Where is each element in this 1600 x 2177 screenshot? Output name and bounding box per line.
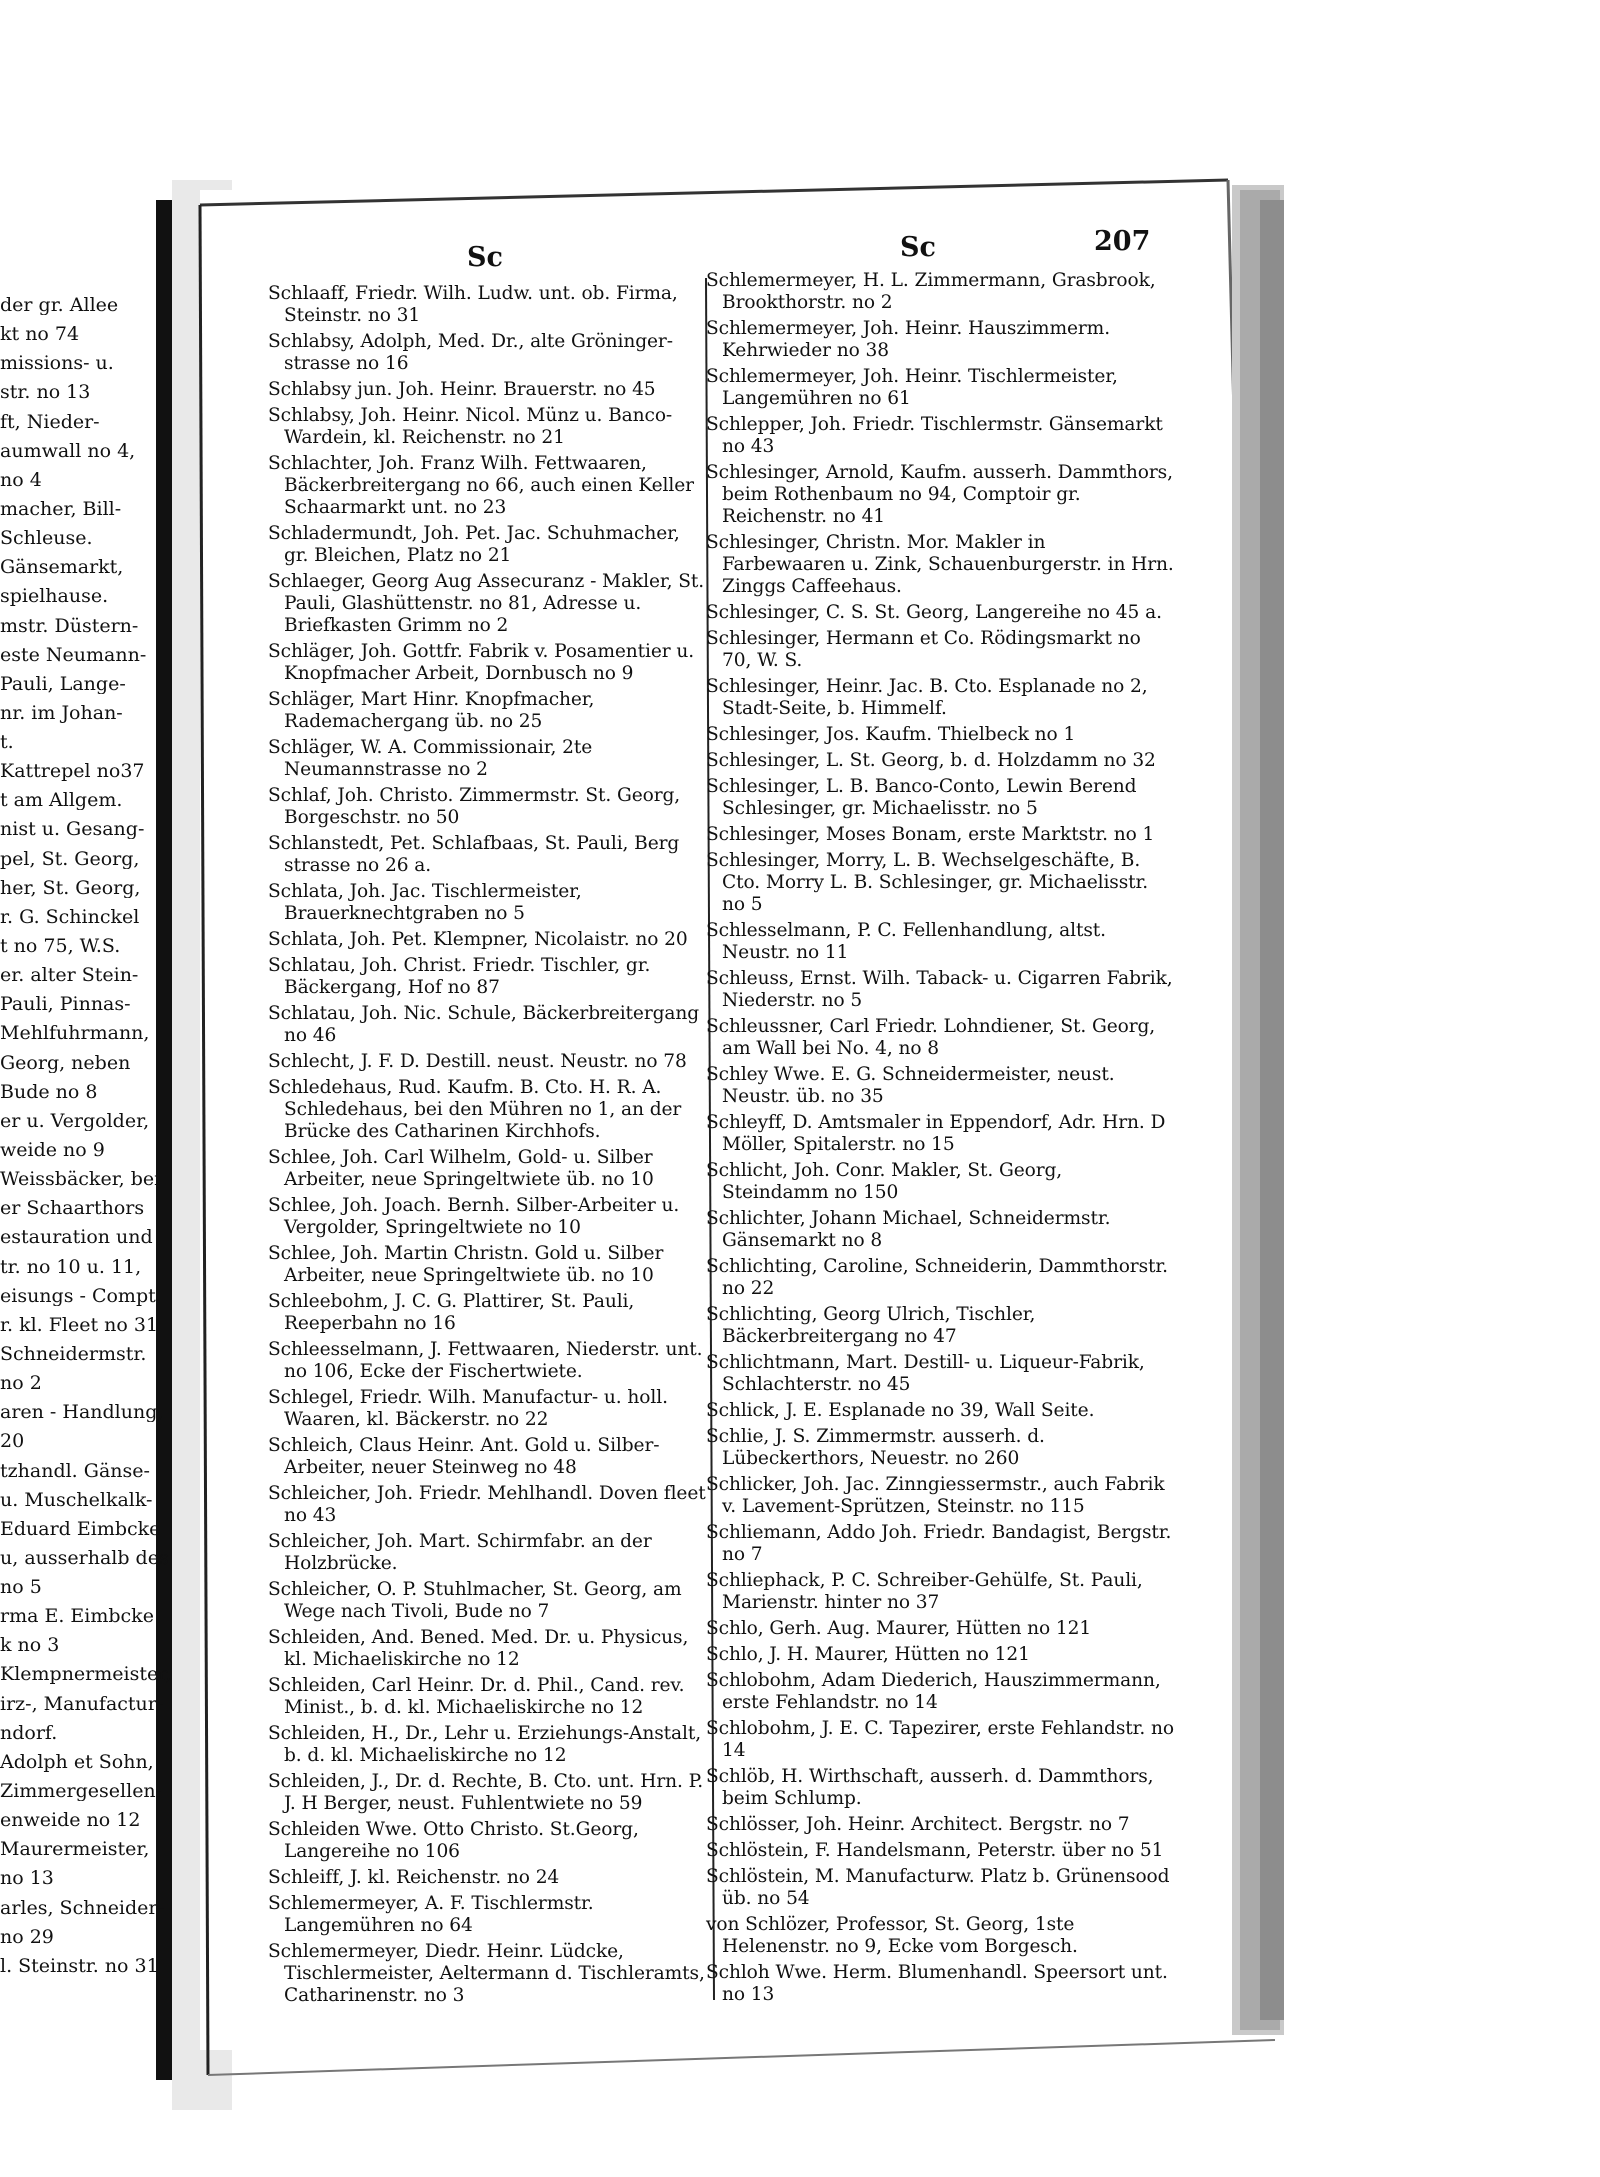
left-fragment-line: Mehlfuhrmann, bbox=[0, 1023, 150, 1044]
left-fragment-line: tr. no 10 u. 11, bbox=[0, 1256, 142, 1277]
left-fragment-line: Bude no 8 bbox=[0, 1081, 98, 1102]
directory-entry: Schlaeger, Georg Aug Assecuranz - Makler, St. Pauli, Glashüttenstr. no 81, Adresse u. Briefkasten Grimm no 2 bbox=[268, 571, 705, 636]
left-fragment-line: este Neumann- bbox=[0, 644, 147, 665]
directory-entry: Schlicker, Joh. Jac. Zinngiessermstr., auch Fabrik v. Lavement-Sprützen, Steinstr. no 115 bbox=[706, 1474, 1165, 1517]
left-fragment-line: kt no 74 bbox=[0, 324, 80, 345]
directory-entry: Schlepper, Joh. Friedr. Tischlermstr. Gänsemarkt no 43 bbox=[706, 414, 1163, 457]
directory-entry: Schlesinger, Hermann et Co. Rödingsmarkt no 70, W. S. bbox=[706, 628, 1141, 671]
directory-entry: Schlesselmann, P. C. Fellenhandlung, altst. Neustr. no 11 bbox=[706, 920, 1106, 963]
directory-entry: Schlesinger, Morry, L. B. Wechselgeschäfte, B. Cto. Morry L. B. Schlesinger, gr. Michaelisstr. no 5 bbox=[706, 850, 1149, 915]
left-fragment-line: Adolph et Sohn, bbox=[0, 1751, 154, 1772]
directory-entry: Schleicher, Joh. Mart. Schirmfabr. an der Holzbrücke. bbox=[268, 1531, 652, 1574]
directory-entry: Schleiden, J., Dr. d. Rechte, B. Cto. unt. Hrn. P. J. H Berger, neust. Fuhlentwiete no 59 bbox=[268, 1771, 704, 1814]
left-fragment-line: Georg, neben bbox=[0, 1052, 131, 1073]
left-fragment-line: er u. Vergolder, bbox=[0, 1110, 150, 1131]
directory-entry: Schleiden, H., Dr., Lehr u. Erziehungs-Anstalt, b. d. kl. Michaeliskirche no 12 bbox=[268, 1723, 702, 1766]
directory-entry: Schlaaff, Friedr. Wilh. Ludw. unt. ob. Firma, Steinstr. no 31 bbox=[268, 283, 678, 326]
directory-entry: Schläger, W. A. Commissionair, 2te Neumannstrasse no 2 bbox=[268, 737, 593, 780]
directory-entry: Schläger, Mart Hinr. Knopfmacher, Rademachergang üb. no 25 bbox=[268, 689, 595, 732]
directory-entry: Schlata, Joh. Pet. Klempner, Nicolaistr. no 20 bbox=[268, 929, 688, 950]
directory-entry: Schlesinger, Heinr. Jac. B. Cto. Esplanade no 2, Stadt-Seite, b. Himmelf. bbox=[706, 676, 1148, 719]
directory-entry: Schlo, Gerh. Aug. Maurer, Hütten no 121 bbox=[706, 1618, 1092, 1639]
directory-entry: Schleiden, And. Bened. Med. Dr. u. Physicus, kl. Michaeliskirche no 12 bbox=[268, 1627, 689, 1670]
directory-entry: Schlesinger, L. St. Georg, b. d. Holzdamm no 32 bbox=[706, 750, 1156, 771]
directory-entry: Schleussner, Carl Friedr. Lohndiener, St. Georg, am Wall bei No. 4, no 8 bbox=[706, 1016, 1156, 1059]
left-fragment-line: Weissbäcker, bei bbox=[0, 1169, 161, 1190]
directory-entry: Schlick, J. E. Esplanade no 39, Wall Seite. bbox=[706, 1400, 1095, 1421]
directory-entry: Schledehaus, Rud. Kaufm. B. Cto. H. R. A. Schledehaus, bei den Mühren no 1, an der Brücke des Catharinen Kirchhofs. bbox=[268, 1077, 682, 1142]
directory-entry: Schlemermeyer, Joh. Heinr. Hauszimmerm. Kehrwieder no 38 bbox=[706, 318, 1111, 361]
left-fragment-line: aumwall no 4, bbox=[0, 440, 136, 461]
directory-entry: Schlie, J. S. Zimmermstr. ausserh. d. Lübeckerthors, Neuestr. no 260 bbox=[706, 1426, 1045, 1469]
directory-column-2 bbox=[706, 270, 1174, 2010]
directory-entry: Schleich, Claus Heinr. Ant. Gold u. Silber-Arbeiter, neuer Steinweg no 48 bbox=[268, 1435, 660, 1478]
directory-entry: Schlösser, Joh. Heinr. Architect. Bergstr. no 7 bbox=[706, 1814, 1130, 1835]
header-right: Sc bbox=[900, 232, 936, 263]
left-fragment-line: r. G. Schinckel bbox=[0, 906, 140, 927]
directory-entry: Schloh Wwe. Herm. Blumenhandl. Speersort unt. no 13 bbox=[706, 1962, 1168, 2005]
left-fragment-line: er. alter Stein- bbox=[0, 965, 139, 986]
directory-entry: Schleiff, J. kl. Reichenstr. no 24 bbox=[268, 1867, 560, 1888]
left-fragment-line: no 4 bbox=[0, 469, 42, 490]
left-fragment-line: ndorf. bbox=[0, 1722, 58, 1743]
left-fragment-line: t am Allgem. bbox=[0, 790, 123, 811]
left-fragment-line: no 5 bbox=[0, 1577, 42, 1598]
directory-entry: Schlemermeyer, Diedr. Heinr. Lüdcke, Tischlermeister, Aeltermann d. Tischleramts, Catharinenstr. no 3 bbox=[268, 1941, 705, 2006]
left-fragment-line: 20 bbox=[0, 1431, 25, 1452]
directory-entry: Schlanstedt, Pet. Schlafbaas, St. Pauli, Berg strasse no 26 a. bbox=[268, 833, 680, 876]
directory-entry: Schlatau, Joh. Nic. Schule, Bäckerbreitergang no 46 bbox=[268, 1003, 700, 1046]
directory-entry: Schlöstein, M. Manufacturw. Platz b. Grünensood üb. no 54 bbox=[706, 1866, 1170, 1909]
left-fragment-line: enweide no 12 bbox=[0, 1810, 141, 1831]
directory-entry: Schlee, Joh. Martin Christn. Gold u. Silber Arbeiter, neue Springeltwiete üb. no 10 bbox=[268, 1243, 664, 1286]
directory-entry: Schliemann, Addo Joh. Friedr. Bandagist, Bergstr. no 7 bbox=[706, 1522, 1172, 1565]
directory-entry: Schlaf, Joh. Christo. Zimmermstr. St. Georg, Borgeschstr. no 50 bbox=[268, 785, 681, 828]
directory-entry: Schlesinger, Arnold, Kaufm. ausserh. Dammthors, beim Rothenbaum no 94, Comptoir gr. Reichenstr. no 41 bbox=[706, 462, 1173, 527]
left-fragment-line: t no 75, W.S. bbox=[0, 936, 121, 957]
directory-entry: Schlemermeyer, A. F. Tischlermstr. Langemühren no 64 bbox=[268, 1893, 594, 1936]
left-fragment-line: no 29 bbox=[0, 1926, 54, 1947]
left-fragment-line: weide no 9 bbox=[0, 1140, 105, 1160]
directory-entry: Schleiden Wwe. Otto Christo. St.Georg, Langereihe no 106 bbox=[268, 1819, 639, 1862]
directory-column-1 bbox=[268, 283, 706, 2011]
left-fragment-line: Eduard Eimbcke bbox=[0, 1518, 161, 1539]
left-fragment-line: estauration und bbox=[0, 1227, 153, 1248]
directory-entry: Schlegel, Friedr. Wilh. Manufactur- u. holl. Waaren, kl. Bäckerstr. no 22 bbox=[268, 1387, 668, 1430]
left-fragment-line: nist u. Gesang- bbox=[0, 819, 145, 840]
left-fragment-line: no 13 bbox=[0, 1868, 54, 1889]
directory-entry: Schlabsy jun. Joh. Heinr. Brauerstr. no 45 bbox=[268, 379, 656, 400]
directory-entry: Schlabsy, Joh. Heinr. Nicol. Münz u. Banco-Wardein, kl. Reichenstr. no 21 bbox=[268, 405, 673, 448]
directory-entry: Schlemermeyer, Joh. Heinr. Tischlermeister, Langemühren no 61 bbox=[706, 366, 1118, 409]
directory-entry: Schlee, Joh. Joach. Bernh. Silber-Arbeiter u. Vergolder, Springeltwiete no 10 bbox=[268, 1195, 680, 1238]
left-fragment-line: missions- u. bbox=[0, 353, 114, 374]
directory-entry: Schlee, Joh. Carl Wilhelm, Gold- u. Silber Arbeiter, neue Springeltwiete üb. no 10 bbox=[268, 1147, 654, 1190]
directory-entry: Schlobohm, J. E. C. Tapezirer, erste Fehlandstr. no 14 bbox=[706, 1718, 1174, 1761]
left-fragment-line: er Schaarthors bbox=[0, 1198, 145, 1219]
left-fragment-line: Gänsemarkt, bbox=[0, 557, 124, 578]
left-fragment-line: rma E. Eimbcke bbox=[0, 1606, 154, 1627]
left-fragment-line: irz-, Manufactur- bbox=[0, 1693, 164, 1714]
left-fragment-line: l. Steinstr. no 31 bbox=[0, 1955, 159, 1976]
directory-entry: Schlemermeyer, H. L. Zimmermann, Grasbrook, Brookthorstr. no 2 bbox=[706, 270, 1156, 313]
directory-entry: Schladermundt, Joh. Pet. Jac. Schuhmacher, gr. Bleichen, Platz no 21 bbox=[268, 523, 680, 566]
left-fragment-line: her, St. Georg, bbox=[0, 877, 141, 898]
left-fragment-line: Klempnermeister, bbox=[0, 1664, 172, 1685]
left-fragment-line: Pauli, Pinnas- bbox=[0, 994, 131, 1015]
directory-entry: Schlichting, Caroline, Schneiderin, Dammthorstr. no 22 bbox=[706, 1256, 1168, 1299]
directory-entry: Schley Wwe. E. G. Schneidermeister, neust. Neustr. üb. no 35 bbox=[706, 1064, 1115, 1107]
left-fragment-line: Kattrepel no37 bbox=[0, 761, 145, 782]
directory-entry: Schleiden, Carl Heinr. Dr. d. Phil., Cand. rev. Minist., b. d. kl. Michaeliskirche no 12 bbox=[268, 1675, 685, 1718]
left-fragment-line: Pauli, Lange- bbox=[0, 673, 126, 694]
directory-entry: von Schlözer, Professor, St. Georg, 1ste Helenenstr. no 9, Ecke vom Borgesch. bbox=[706, 1914, 1078, 1957]
left-fragment-line: u. Muschelkalk- bbox=[0, 1489, 153, 1510]
directory-entry: Schlatau, Joh. Christ. Friedr. Tischler, gr. Bäckergang, Hof no 87 bbox=[268, 955, 651, 998]
directory-entry: Schlöstein, F. Handelsmann, Peterstr. über no 51 bbox=[706, 1840, 1164, 1861]
directory-entry: Schlesinger, Christn. Mor. Makler in Farbewaaren u. Zink, Schauenburgerstr. in Hrn. Zinggs Caffeehaus. bbox=[706, 532, 1174, 597]
directory-entry: Schlachter, Joh. Franz Wilh. Fettwaaren, Bäckerbreitergang no 66, auch einen Keller Schaarmarkt unt. no 23 bbox=[268, 453, 694, 518]
left-fragment-line: der gr. Allee bbox=[0, 295, 119, 315]
left-fragment-line: Maurermeister, bbox=[0, 1839, 150, 1860]
left-fragment-line: eisungs - Compt. bbox=[0, 1285, 162, 1306]
directory-entry: Schlicht, Joh. Conr. Makler, St. Georg, Steindamm no 150 bbox=[706, 1160, 1063, 1203]
left-fragment-line: r. kl. Fleet no 31 bbox=[0, 1314, 159, 1335]
left-fragment-line: nr. im Johan- bbox=[0, 702, 123, 723]
left-fragment-line: t. bbox=[0, 732, 14, 753]
left-fragment-line: pel, St. Georg, bbox=[0, 848, 140, 869]
directory-entry: Schlichter, Johann Michael, Schneidermstr. Gänsemarkt no 8 bbox=[706, 1208, 1111, 1251]
directory-entry: Schlesinger, Moses Bonam, erste Marktstr. no 1 bbox=[706, 824, 1155, 845]
directory-entry: Schlichting, Georg Ulrich, Tischler, Bäckerbreitergang no 47 bbox=[706, 1304, 1036, 1347]
left-page-fragment bbox=[0, 295, 172, 1985]
directory-entry: Schlöb, H. Wirthschaft, ausserh. d. Dammthors, beim Schlump. bbox=[706, 1766, 1154, 1809]
directory-entry: Schlesinger, C. S. St. Georg, Langereihe no 45 a. bbox=[706, 602, 1162, 623]
directory-entry: Schlo, J. H. Maurer, Hütten no 121 bbox=[706, 1644, 1030, 1665]
directory-entry: Schlabsy, Adolph, Med. Dr., alte Gröninger-strasse no 16 bbox=[268, 331, 673, 374]
directory-entry: Schläger, Joh. Gottfr. Fabrik v. Posamentier u. Knopfmacher Arbeit, Dornbusch no 9 bbox=[268, 641, 695, 684]
directory-entry: Schlichtmann, Mart. Destill- u. Liqueur-Fabrik, Schlachterstr. no 45 bbox=[706, 1352, 1145, 1395]
left-fragment-line: tzhandl. Gänse- bbox=[0, 1460, 150, 1481]
directory-entry: Schleebohm, J. C. G. Plattirer, St. Pauli, Reeperbahn no 16 bbox=[268, 1291, 635, 1334]
header-left: Sc bbox=[467, 242, 503, 273]
left-fragment-line: mstr. Düstern- bbox=[0, 615, 139, 636]
left-fragment-line: k no 3 bbox=[0, 1635, 60, 1656]
directory-entry: Schleuss, Ernst. Wilh. Taback- u. Cigarren Fabrik, Niederstr. no 5 bbox=[706, 968, 1173, 1011]
left-fragment-line: str. no 13 bbox=[0, 382, 91, 403]
directory-entry: Schlata, Joh. Jac. Tischlermeister, Brauerknechtgraben no 5 bbox=[268, 881, 582, 924]
directory-entry: Schlesinger, L. B. Banco-Conto, Lewin Berend Schlesinger, gr. Michaelisstr. no 5 bbox=[706, 776, 1137, 819]
left-fragment-line: aren - Handlung, bbox=[0, 1402, 164, 1423]
directory-entry: Schleicher, O. P. Stuhlmacher, St. Georg, am Wege nach Tivoli, Bude no 7 bbox=[268, 1579, 682, 1622]
left-fragment-line: arles, Schneider- bbox=[0, 1897, 164, 1918]
directory-entry: Schleesselmann, J. Fettwaaren, Niederstr. unt. no 106, Ecke der Fischertwiete. bbox=[268, 1339, 703, 1382]
directory-entry: Schliephack, P. C. Schreiber-Gehülfe, St. Pauli, Marienstr. hinter no 37 bbox=[706, 1570, 1143, 1613]
left-fragment-line: Schneidermstr. bbox=[0, 1343, 147, 1364]
directory-entry: Schleicher, Joh. Friedr. Mehlhandl. Doven fleet no 43 bbox=[268, 1483, 706, 1526]
directory-entry: Schlesinger, Jos. Kaufm. Thielbeck no 1 bbox=[706, 724, 1076, 745]
directory-entry: Schlobohm, Adam Diederich, Hauszimmermann, erste Fehlandstr. no 14 bbox=[706, 1670, 1161, 1713]
left-fragment-line: Schleuse. bbox=[0, 528, 93, 549]
left-fragment-line: no 2 bbox=[0, 1373, 42, 1394]
left-fragment-line: u, ausserhalb des bbox=[0, 1547, 169, 1568]
page-number: 207 bbox=[1094, 226, 1151, 257]
left-fragment-line: Zimmergesellen- bbox=[0, 1781, 163, 1802]
directory-entry: Schlecht, J. F. D. Destill. neust. Neustr. no 78 bbox=[268, 1051, 687, 1072]
left-fragment-line: ft, Nieder- bbox=[0, 411, 100, 432]
directory-entry: Schleyff, D. Amtsmaler in Eppendorf, Adr. Hrn. D Möller, Spitalerstr. no 15 bbox=[706, 1112, 1166, 1155]
left-fragment-line: spielhause. bbox=[0, 586, 109, 607]
left-fragment-line: macher, Bill- bbox=[0, 498, 122, 519]
